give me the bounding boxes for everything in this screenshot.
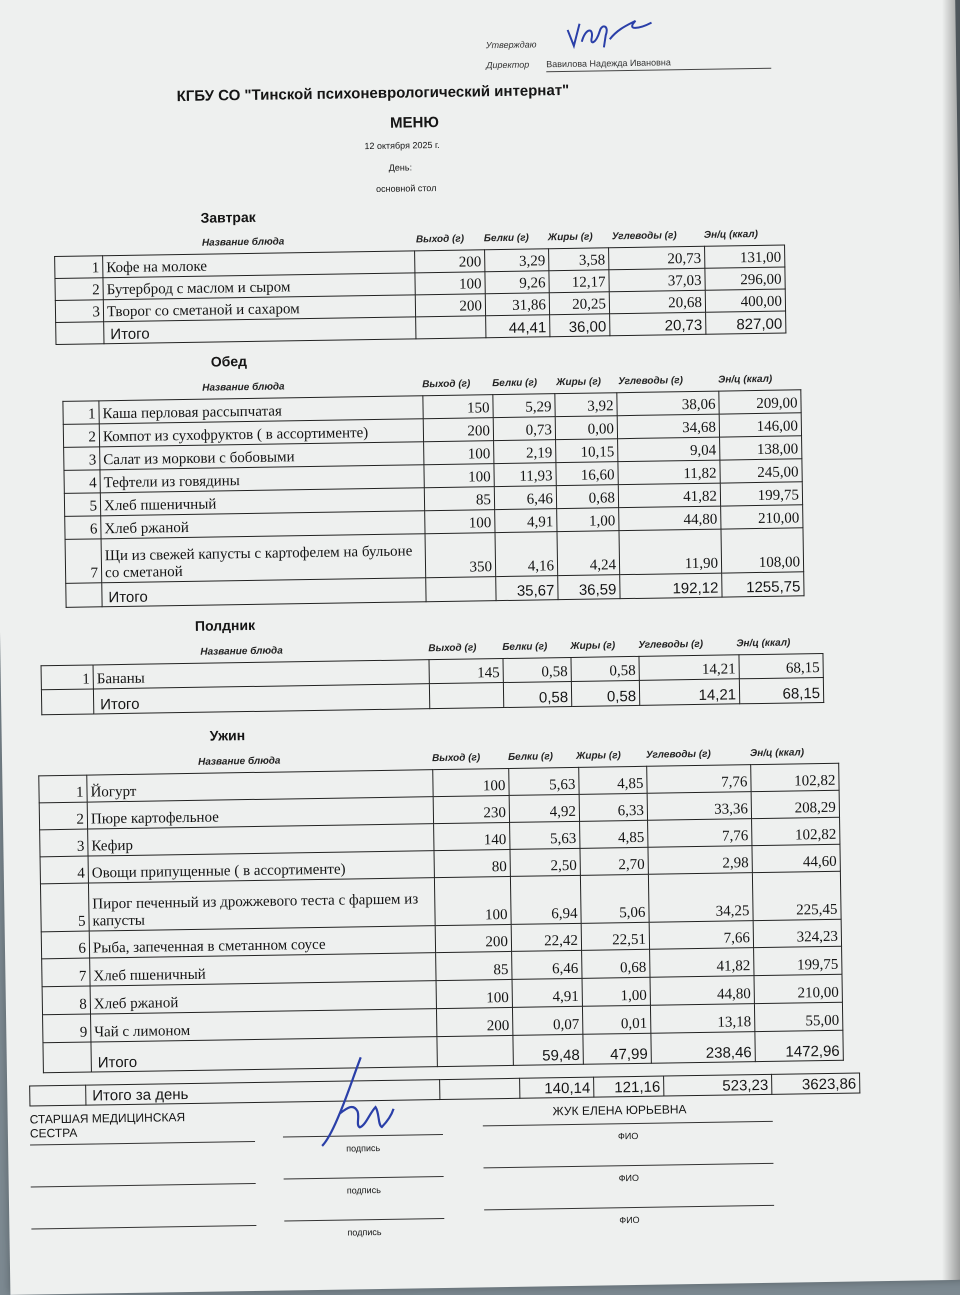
day-total-carbs: 523,23 <box>664 1074 772 1096</box>
col-protein-header: Белки (г) <box>483 232 529 245</box>
dish-yield: 80 <box>434 849 510 877</box>
row-number: 3 <box>40 829 88 857</box>
day-total-row <box>30 1073 860 1106</box>
col-carbs-header: Углеводы (г) <box>611 230 677 243</box>
section-title-lunch: Обед <box>210 353 248 370</box>
dish-carbs: 9,04 <box>618 437 720 462</box>
dish-carbs: 33,36 <box>647 792 751 821</box>
total-fat: 36,59 <box>558 575 620 600</box>
fio-line-3 <box>484 1205 774 1211</box>
dish-fat: 6,33 <box>579 793 647 821</box>
dish-protein: 2,19 <box>494 440 556 464</box>
section-title-dinner: Ужин <box>209 727 246 744</box>
total-carbs: 14,21 <box>639 679 739 706</box>
total-carbs: 20,73 <box>610 312 706 336</box>
dish-yield: 85 <box>436 951 512 980</box>
dish-name: Пирог печенный из дрожжевого теста с фаршем из капусты <box>88 878 435 931</box>
dish-protein: 4,16 <box>495 532 558 577</box>
dish-protein: 5,63 <box>510 821 580 849</box>
dish-fat: 0,58 <box>571 656 639 681</box>
dish-protein: 6,46 <box>512 950 582 979</box>
dish-protein: 11,93 <box>494 463 556 487</box>
dish-carbs: 7,76 <box>648 819 752 848</box>
blank-cell <box>416 316 486 339</box>
dish-fat: 16,60 <box>556 462 618 486</box>
dish-yield: 100 <box>415 272 485 295</box>
dish-yield: 350 <box>425 533 496 578</box>
col-name-header: Название блюда <box>200 645 283 658</box>
dish-carbs: 34,25 <box>648 873 753 923</box>
dish-yield: 100 <box>424 441 494 465</box>
dish-name: Бутерброд с маслом и сыром <box>103 273 415 300</box>
dish-yield: 200 <box>436 1007 512 1036</box>
dish-carbs: 20,68 <box>609 290 705 314</box>
dish-yield: 230 <box>433 795 509 823</box>
col-name-header: Название блюда <box>197 755 281 768</box>
dish-energy: 108,00 <box>721 528 804 573</box>
total-fat: 0,58 <box>571 680 639 706</box>
dish-protein: 4,92 <box>509 794 579 822</box>
dish-name: Щи из свежей капусты с картофелем на бульоне со сметаной <box>101 534 426 583</box>
dish-yield: 200 <box>423 418 493 442</box>
signature-caption: подпись <box>346 1143 381 1154</box>
fio-caption: ФИО <box>617 1130 639 1142</box>
row-number: 7 <box>42 958 90 987</box>
dish-name: Бананы <box>93 660 429 689</box>
dish-yield: 100 <box>433 768 509 796</box>
blank-cell <box>429 683 503 709</box>
dish-energy: 44,60 <box>752 844 840 872</box>
dish-energy: 102,82 <box>751 763 839 791</box>
col-yield-header: Выход (г) <box>428 642 477 655</box>
row-number: 6 <box>41 931 89 959</box>
col-protein-header: Белки (г) <box>507 751 554 763</box>
dish-name: Кофе на молоке <box>103 251 415 278</box>
dish-yield: 150 <box>423 395 493 419</box>
col-carbs-header: Углеводы (г) <box>638 638 704 651</box>
dish-yield: 145 <box>429 659 503 684</box>
total-energy: 827,00 <box>706 311 786 334</box>
dish-energy: 55,00 <box>754 1002 842 1031</box>
total-label: Итого <box>102 578 426 607</box>
dish-energy: 210,00 <box>721 505 803 529</box>
dish-protein: 22,42 <box>511 923 581 951</box>
dish-fat: 4,85 <box>579 766 647 794</box>
dish-fat: 3,92 <box>555 393 617 417</box>
row-number: 1 <box>55 256 103 279</box>
total-protein: 35,67 <box>496 576 558 601</box>
role-line-2 <box>31 1183 256 1188</box>
total-protein: 0,58 <box>503 681 571 707</box>
dish-energy: 209,00 <box>719 390 801 414</box>
row-number: 4 <box>40 856 88 884</box>
dish-name: Хлеб пшеничный <box>90 953 436 986</box>
dish-carbs: 44,80 <box>650 976 754 1006</box>
row-number: 8 <box>42 986 90 1015</box>
dish-fat: 0,68 <box>582 949 650 978</box>
dish-energy: 324,23 <box>753 919 841 947</box>
row-number: 2 <box>39 802 87 830</box>
col-energy-header: Эн/ц (ккал) <box>749 747 805 760</box>
dish-carbs: 2,98 <box>648 846 752 875</box>
dish-protein: 5,63 <box>509 767 579 795</box>
lunch-table <box>62 389 804 608</box>
day-total-table <box>29 1072 860 1106</box>
dish-carbs: 7,76 <box>647 765 751 794</box>
dish-yield: 100 <box>434 876 511 925</box>
col-name-header: Название блюда <box>201 236 285 249</box>
fio-caption-3: ФИО <box>619 1214 640 1226</box>
dish-protein: 4,91 <box>512 978 582 1007</box>
dish-protein: 31,86 <box>485 293 549 316</box>
role-line <box>30 1141 255 1146</box>
blank-cell <box>437 1035 513 1066</box>
day-total-label: Итого за день <box>86 1080 440 1106</box>
day-total-fat: 121,16 <box>594 1076 664 1097</box>
dish-energy: 138,00 <box>720 436 802 460</box>
dish-name: Пюре картофельное <box>87 797 433 829</box>
dish-fat: 5,06 <box>580 874 649 923</box>
dish-protein: 2,50 <box>510 848 580 876</box>
dish-name: Творог со сметаной и сахаром <box>103 295 415 322</box>
dish-carbs: 14,21 <box>639 655 739 681</box>
dish-fat: 10,15 <box>556 439 618 463</box>
dish-protein: 5,29 <box>493 394 555 418</box>
col-fat-header: Жиры (г) <box>575 750 621 762</box>
dish-fat: 3,58 <box>549 248 609 271</box>
col-yield-header: Выход (г) <box>422 378 471 391</box>
menu-day-label: День: <box>388 162 413 173</box>
dish-carbs: 13,18 <box>650 1004 754 1034</box>
blank-cell <box>56 322 104 345</box>
dish-protein: 9,26 <box>485 271 549 294</box>
col-yield-header: Выход (г) <box>415 233 465 246</box>
row-number: 9 <box>43 1014 91 1043</box>
dish-fat: 12,17 <box>549 270 609 293</box>
dish-name: Кефир <box>88 824 434 856</box>
dish-carbs: 7,66 <box>649 921 753 950</box>
dish-name: Хлеб ржаной <box>90 981 436 1014</box>
row-number: 5 <box>40 883 89 932</box>
blank-cell <box>440 1078 520 1099</box>
dish-name: Компот из сухофруктов ( в ассортименте) <box>99 419 423 447</box>
row-number: 7 <box>65 539 102 584</box>
col-fat-header: Жиры (г) <box>556 376 602 389</box>
col-carbs-header: Углеводы (г) <box>645 748 711 761</box>
breakfast-table <box>54 245 786 345</box>
row-number: 4 <box>64 470 100 494</box>
blank-cell <box>426 577 496 602</box>
signature-line-2 <box>284 1176 444 1180</box>
row-number: 1 <box>41 665 93 690</box>
dish-yield: 100 <box>436 979 512 1008</box>
dish-energy: 208,29 <box>751 790 839 818</box>
total-label: Итого <box>93 684 429 714</box>
dish-energy: 400,00 <box>705 289 785 312</box>
signature-line-3 <box>284 1218 444 1222</box>
dish-name: Каша перловая рассыпчатая <box>99 396 423 424</box>
day-total-energy: 3623,86 <box>772 1073 860 1094</box>
dish-carbs: 41,82 <box>650 948 754 978</box>
dish-yield: 100 <box>425 510 495 534</box>
dish-energy: 296,00 <box>705 267 785 290</box>
dish-energy: 199,75 <box>754 946 842 975</box>
col-carbs-header: Углеводы (г) <box>618 375 684 388</box>
col-fat-header: Жиры (г) <box>570 640 616 652</box>
dish-energy: 68,15 <box>739 653 823 678</box>
dish-carbs: 37,03 <box>609 268 705 292</box>
dish-fat: 4,24 <box>557 531 620 576</box>
menu-date: 12 октября 2025 г. <box>364 139 440 152</box>
section-title-snack: Полдник <box>194 616 256 634</box>
dish-carbs: 38,06 <box>617 391 719 416</box>
dish-yield: 140 <box>434 822 510 850</box>
dish-protein: 0,73 <box>493 417 555 441</box>
dish-fat: 1,00 <box>557 508 619 532</box>
total-label: Итого <box>91 1037 437 1072</box>
col-protein-header: Белки (г) <box>502 641 548 654</box>
dinner-table <box>38 763 844 1074</box>
col-energy-header: Эн/ц (ккал) <box>718 373 773 386</box>
day-total-protein: 140,14 <box>520 1077 594 1098</box>
row-number: 3 <box>55 300 103 323</box>
dish-fat: 0,68 <box>556 485 618 509</box>
dish-carbs: 44,80 <box>619 506 721 531</box>
col-energy-header: Эн/ц (ккал) <box>703 228 759 241</box>
dish-name: Овощи припущенные ( в ассортименте) <box>88 851 434 883</box>
dish-protein: 0,07 <box>512 1006 582 1035</box>
dish-name: Рыба, запеченная в сметанном соусе <box>89 926 435 958</box>
total-energy: 1255,75 <box>722 572 804 597</box>
row-number: 2 <box>55 278 103 301</box>
dish-yield: 200 <box>435 924 511 952</box>
director-label: Директор <box>486 59 530 71</box>
page-edge-shadow <box>942 0 960 1280</box>
dish-protein: 0,58 <box>503 657 571 682</box>
fio-caption-2: ФИО <box>618 1172 640 1184</box>
total-fat: 47,99 <box>583 1033 651 1064</box>
dish-protein: 4,91 <box>495 509 557 533</box>
row-number: 2 <box>63 424 99 448</box>
dish-carbs: 20,73 <box>609 246 705 270</box>
blank-cell <box>30 1085 86 1106</box>
fio-line-2 <box>483 1163 773 1169</box>
approve-label: Утверждаю <box>485 39 537 51</box>
dish-fat: 1,00 <box>582 977 650 1006</box>
row-number: 6 <box>65 516 101 540</box>
blank-cell <box>66 583 102 608</box>
total-label: Итого <box>104 317 416 344</box>
fio-line <box>483 1121 773 1127</box>
dish-energy: 210,00 <box>754 974 842 1003</box>
role-line-3 <box>31 1225 256 1230</box>
dish-yield: 200 <box>415 294 485 317</box>
dish-name: Чай с лимоном <box>91 1009 437 1042</box>
dish-protein: 6,94 <box>510 875 581 924</box>
dish-name: Хлеб ржаной <box>101 511 425 539</box>
dish-carbs: 34,68 <box>617 414 719 439</box>
dish-fat: 2,70 <box>580 847 648 875</box>
col-protein-header: Белки (г) <box>492 377 538 390</box>
row-number: 3 <box>64 447 100 471</box>
director-name: Вавилова Надежда Ивановна <box>546 54 771 73</box>
total-protein: 44,41 <box>486 315 550 338</box>
dish-carbs: 41,82 <box>618 483 720 508</box>
row-number: 1 <box>39 775 87 803</box>
total-energy: 68,15 <box>739 677 823 703</box>
dish-energy: 199,75 <box>720 482 802 506</box>
dish-energy: 225,45 <box>752 871 841 920</box>
dish-fat: 0,00 <box>555 416 617 440</box>
total-carbs: 238,46 <box>651 1032 755 1064</box>
dish-protein: 3,29 <box>485 249 549 272</box>
col-fat-header: Жиры (г) <box>547 231 593 244</box>
handwritten-signature-icon <box>317 1055 398 1152</box>
signatory-role: СТАРШАЯ МЕДИЦИНСКАЯ СЕСТРА <box>29 1110 186 1141</box>
dish-yield: 100 <box>424 464 494 488</box>
dish-yield: 85 <box>424 487 494 511</box>
dish-energy: 102,82 <box>752 817 840 845</box>
dish-protein: 6,46 <box>494 486 556 510</box>
dish-name: Хлеб пшеничный <box>100 488 424 516</box>
dish-fat: 0,01 <box>582 1005 650 1034</box>
row-number: 5 <box>64 493 100 517</box>
col-name-header: Название блюда <box>202 381 285 394</box>
total-protein: 59,48 <box>513 1034 583 1065</box>
col-energy-header: Эн/ц (ккал) <box>736 637 791 650</box>
signatory-name: ЖУК ЕЛЕНА ЮРЬЕВНА <box>552 1102 687 1119</box>
menu-table-type: основной стол <box>376 183 437 194</box>
dish-energy: 245,00 <box>720 459 802 483</box>
dish-yield: 200 <box>415 250 485 273</box>
dish-fat: 20,25 <box>549 292 609 315</box>
row-number: 1 <box>63 401 99 425</box>
dish-fat: 22,51 <box>581 922 649 950</box>
menu-title: МЕНЮ <box>389 113 440 132</box>
dish-carbs: 11,90 <box>619 529 722 575</box>
dish-energy: 131,00 <box>705 245 785 268</box>
dish-fat: 4,85 <box>580 820 648 848</box>
total-energy: 1472,96 <box>755 1030 843 1061</box>
total-fat: 36,00 <box>550 314 610 337</box>
blank-cell <box>43 1042 91 1073</box>
total-carbs: 192,12 <box>620 573 722 599</box>
dish-carbs: 11,82 <box>618 460 720 485</box>
blank-cell <box>41 689 93 715</box>
col-yield-header: Выход (г) <box>431 752 481 765</box>
signature-caption-3: подпись <box>347 1227 382 1238</box>
dish-name: Тефтели из говядины <box>100 465 424 493</box>
section-title-breakfast: Завтрак <box>200 208 256 226</box>
organization-title: КГБУ СО "Тинской психоневрологический интернат" <box>176 81 570 106</box>
dish-energy: 146,00 <box>719 413 801 437</box>
signature-caption-2: подпись <box>346 1185 381 1196</box>
dish-name: Йогурт <box>87 770 433 802</box>
approval-signature-icon <box>565 17 656 54</box>
dish-name: Салат из моркови с бобовыми <box>100 442 424 470</box>
